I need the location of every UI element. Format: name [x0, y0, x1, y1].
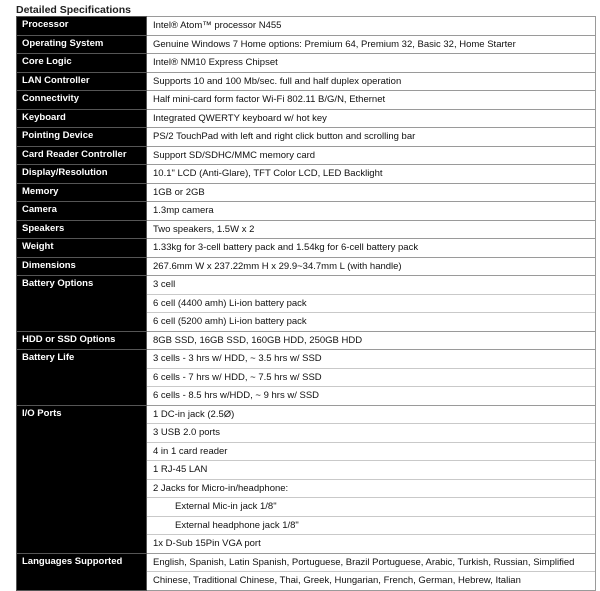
spec-value-line: English, Spanish, Latin Spanish, Portuguese, Brazil Portuguese, Arabic, Turkish, Russian, Simplified	[147, 554, 595, 573]
spec-label: Battery Life	[17, 350, 147, 406]
spec-label: Pointing Device	[17, 128, 147, 147]
spec-value	[147, 54, 596, 73]
spec-row	[17, 350, 596, 406]
spec-value-line: External headphone jack 1/8"	[147, 517, 595, 536]
spec-row	[17, 257, 596, 276]
spec-value	[147, 72, 596, 91]
spec-value-line: Chinese, Traditional Chinese, Thai, Greek, Hungarian, French, German, Hebrew, Italian	[153, 575, 521, 586]
spec-row	[17, 202, 596, 221]
spec-value	[147, 128, 596, 147]
spec-value	[147, 202, 596, 221]
spec-value	[147, 257, 596, 276]
spec-value-line: 1GB or 2GB	[153, 186, 205, 198]
spec-value	[147, 146, 596, 165]
spec-label: Dimensions	[17, 257, 147, 276]
spec-label: Speakers	[17, 220, 147, 239]
spec-value-line: 3 USB 2.0 ports	[147, 424, 595, 443]
spec-row	[17, 165, 596, 184]
spec-label: Keyboard	[17, 109, 147, 128]
spec-row	[17, 17, 596, 36]
spec-value-line: 8GB SSD, 16GB SSD, 160GB HDD, 250GB HDD	[153, 334, 363, 346]
spec-label: HDD or SSD Options	[17, 331, 147, 350]
spec-row	[17, 72, 596, 91]
spec-value-line: 1x D-Sub 15Pin VGA port	[153, 538, 261, 549]
spec-row	[17, 109, 596, 128]
spec-value-line: 1.33kg for 3-cell battery pack and 1.54kg for 6-cell battery pack	[153, 242, 419, 253]
spec-label: Processor	[17, 17, 147, 36]
spec-value-line: 6 cell (5200 amh) Li-ion battery pack	[153, 316, 307, 327]
specifications-table	[16, 16, 596, 591]
spec-value	[147, 405, 596, 553]
spec-value-line: 1.3mp camera	[153, 205, 214, 216]
spec-row	[17, 183, 596, 202]
spec-value-line: Genuine Windows 7 Home options: Premium 64, Premium 32, Basic 32, Home Starter	[153, 38, 516, 50]
spec-label: Languages Supported	[17, 553, 147, 590]
spec-value-line: Integrated QWERTY keyboard w/ hot key	[153, 112, 327, 124]
spec-value-line: Intel® Atom™ processor N455	[153, 20, 282, 31]
spec-value-line: 6 cells - 7 hrs w/ HDD, ~ 7.5 hrs w/ SSD	[147, 369, 595, 388]
spec-value	[147, 553, 596, 590]
spec-value	[147, 220, 596, 239]
spec-value-line: 4 in 1 card reader	[147, 443, 595, 462]
spec-row	[17, 91, 596, 110]
spec-row	[17, 331, 596, 350]
spec-value-line: 267.6mm W x 237.22mm H x 29.9~34.7mm L (with handle)	[153, 260, 402, 272]
spec-label: Weight	[17, 239, 147, 258]
spec-row	[17, 146, 596, 165]
spec-value-line: 3 cells - 3 hrs w/ HDD, ~ 3.5 hrs w/ SSD	[147, 350, 595, 369]
spec-label: Operating System	[17, 35, 147, 54]
spec-value	[147, 183, 596, 202]
spec-value	[147, 239, 596, 258]
spec-label: Memory	[17, 183, 147, 202]
spec-label: Battery Options	[17, 276, 147, 332]
spec-value	[147, 17, 596, 36]
spec-value-line: 3 cell	[147, 276, 595, 295]
spec-value	[147, 331, 596, 350]
spec-value-line: Two speakers, 1.5W x 2	[153, 223, 255, 235]
spec-value	[147, 91, 596, 110]
spec-value	[147, 276, 596, 332]
spec-label: Display/Resolution	[17, 165, 147, 184]
spec-label: Camera	[17, 202, 147, 221]
spec-value-line: Intel® NM10 Express Chipset	[153, 57, 278, 68]
spec-row	[17, 239, 596, 258]
spec-row	[17, 220, 596, 239]
spec-label: LAN Controller	[17, 72, 147, 91]
spec-label: I/O Ports	[17, 405, 147, 553]
spec-value	[147, 350, 596, 406]
spec-value-line: 6 cell (4400 amh) Li-ion battery pack	[147, 295, 595, 314]
spec-row	[17, 54, 596, 73]
spec-label: Connectivity	[17, 91, 147, 110]
page-title: Detailed Specifications	[16, 4, 131, 16]
spec-row	[17, 405, 596, 553]
spec-value-line: External Mic-in jack 1/8"	[147, 498, 595, 517]
spec-value-line: 2 Jacks for Micro-in/headphone:	[147, 480, 595, 499]
spec-value-line: 6 cells - 8.5 hrs w/HDD, ~ 9 hrs w/ SSD	[153, 390, 320, 401]
spec-value-line: 1 DC-in jack (2.5Ø)	[147, 406, 595, 425]
spec-label: Card Reader Controller	[17, 146, 147, 165]
spec-value	[147, 109, 596, 128]
spec-row	[17, 128, 596, 147]
spec-label: Core Logic	[17, 54, 147, 73]
spec-value	[147, 35, 596, 54]
spec-value	[147, 165, 596, 184]
spec-value-line: PS/2 TouchPad with left and right click button and scrolling bar	[153, 131, 416, 142]
spec-row	[17, 553, 596, 590]
spec-value-line: 1 RJ-45 LAN	[147, 461, 595, 480]
spec-value-line: Half mini-card form factor Wi-Fi 802.11 B/G/N, Ethernet	[153, 94, 386, 105]
spec-value-line: Supports 10 and 100 Mb/sec. full and half duplex operation	[153, 75, 402, 87]
spec-value-line: 10.1" LCD (Anti-Glare), TFT Color LCD, LED Backlight	[153, 168, 383, 179]
spec-row	[17, 276, 596, 332]
spec-row	[17, 35, 596, 54]
spec-value-line: Support SD/SDHC/MMC memory card	[153, 149, 316, 161]
